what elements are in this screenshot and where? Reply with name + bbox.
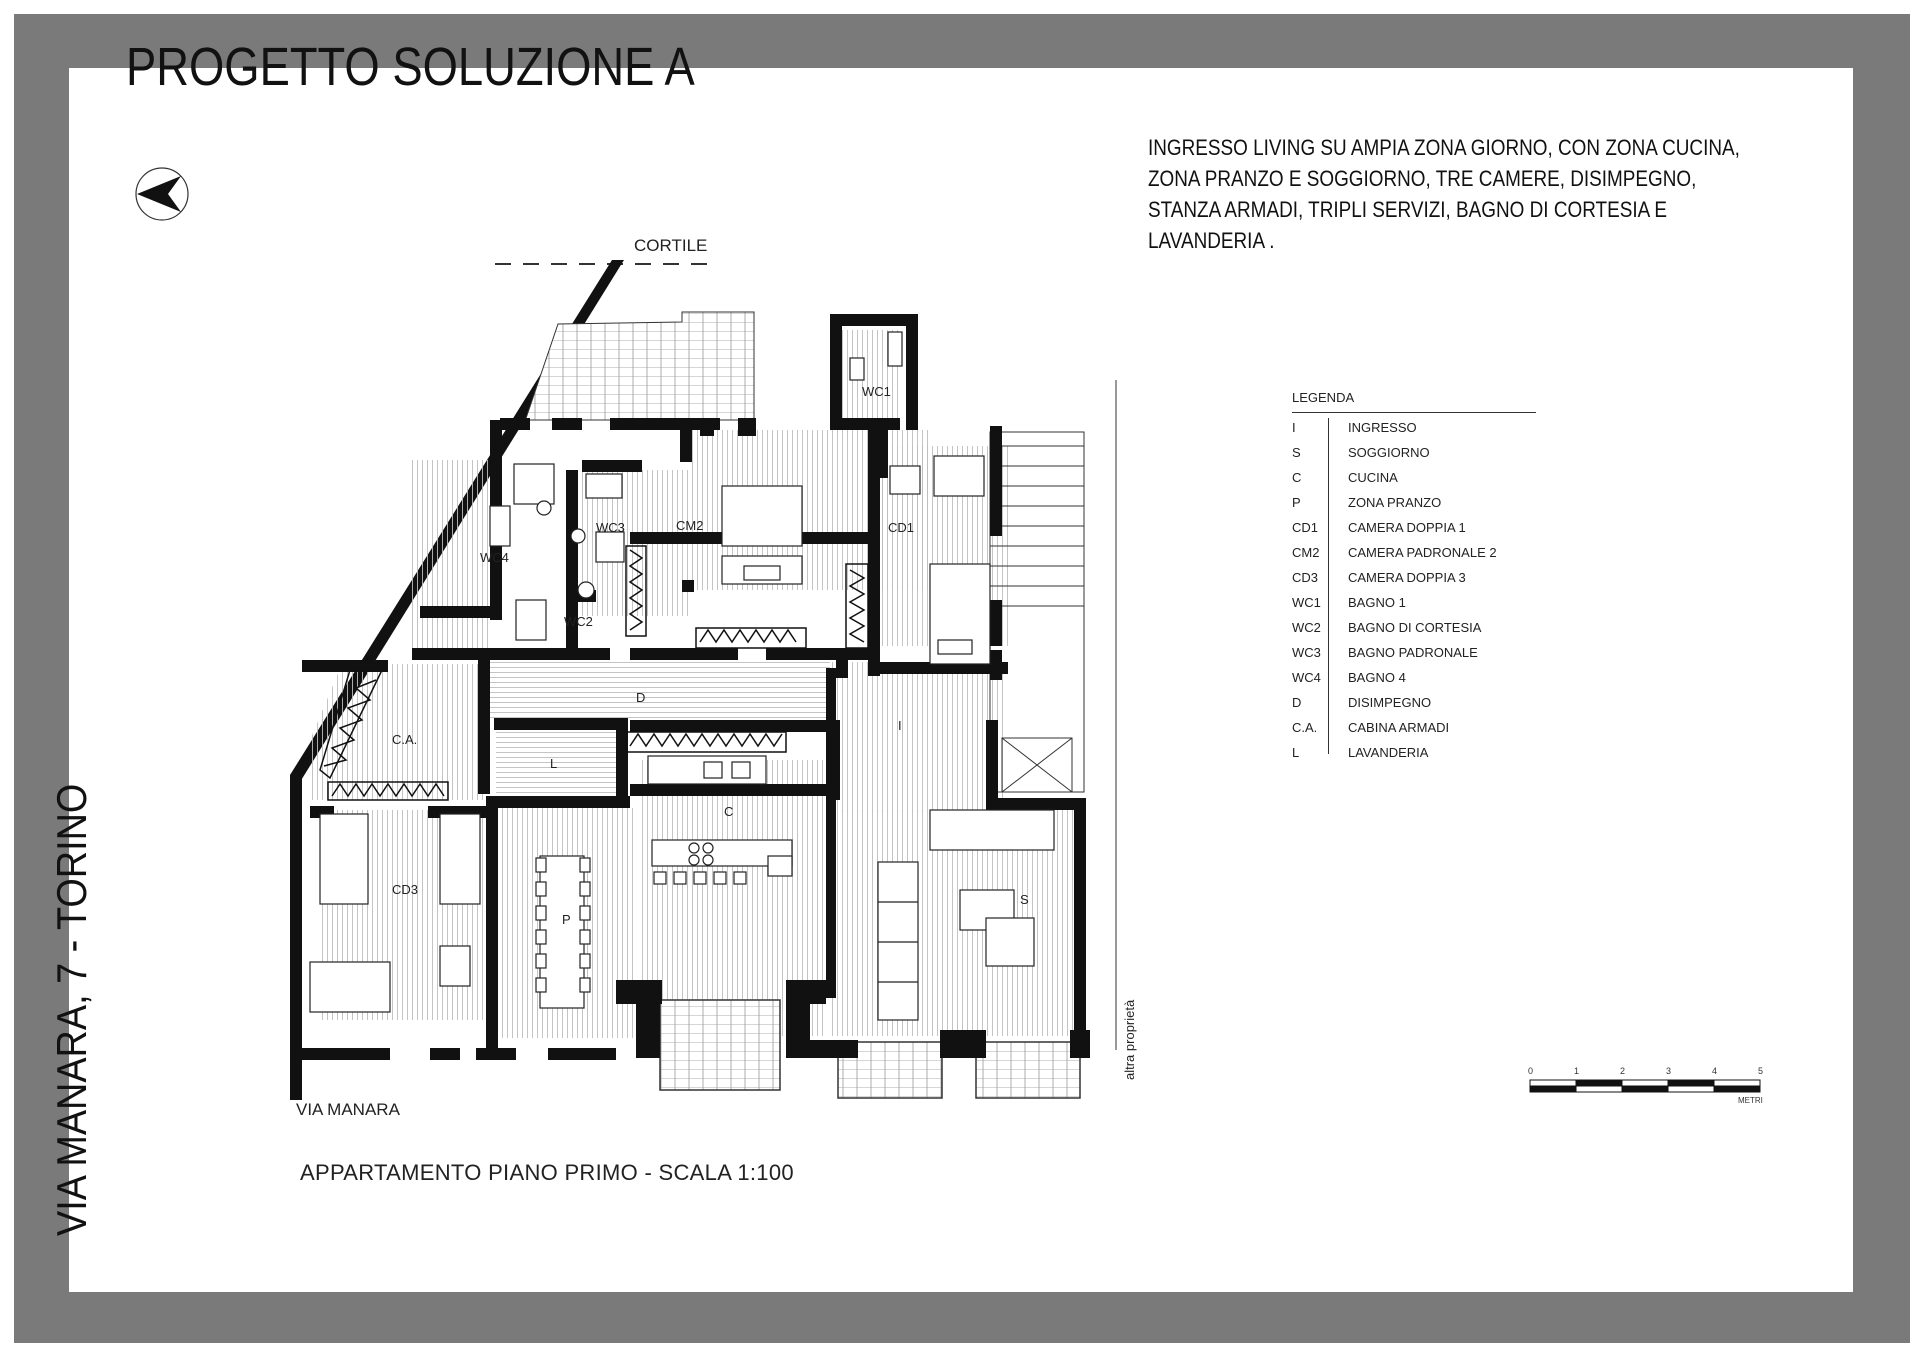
scale-tick-label: 3 [1666, 1066, 1672, 1076]
ingresso-floor [830, 662, 1006, 812]
courtyard-label: CORTILE [634, 236, 708, 255]
description-line: INGRESSO LIVING SU AMPIA ZONA GIORNO, CON ZONA CUCINA, [1148, 135, 1740, 160]
legend-title: LEGENDA [1292, 390, 1355, 405]
scale-tick-label: 2 [1620, 1066, 1626, 1076]
room-label-p: P [562, 912, 571, 927]
room-label-s: S [1020, 892, 1029, 907]
legend-name: BAGNO 4 [1348, 670, 1406, 685]
legend-code: CD1 [1292, 520, 1319, 535]
side-address: VIA MANARA, 7 - TORINO [48, 783, 95, 1236]
frame-bottom [14, 1292, 1910, 1343]
legend-code: WC4 [1292, 670, 1321, 685]
room-label-wc1: WC1 [862, 384, 891, 399]
legend-code: L [1292, 745, 1300, 760]
neighbor-label: altra proprietà [1122, 999, 1137, 1080]
floor-plan [290, 250, 1137, 1110]
disimpegno-floor [490, 662, 830, 722]
legend-name: CUCINA [1348, 470, 1398, 485]
scale-tick-label: 1 [1574, 1066, 1580, 1076]
legend-code: CD3 [1292, 570, 1319, 585]
description-line: STANZA ARMADI, TRIPLI SERVIZI, BAGNO DI CORTESIA E [1148, 197, 1668, 222]
scale-tick-label: 0 [1528, 1066, 1534, 1076]
scale-bar [1528, 1060, 1768, 1106]
legend-name: SOGGIORNO [1348, 445, 1430, 460]
legend-code: WC1 [1292, 595, 1321, 610]
frame-right [1853, 14, 1910, 1343]
legend-name: CABINA ARMADI [1348, 720, 1450, 735]
legend-code: WC2 [1292, 620, 1321, 635]
legend-name: LAVANDERIA [1348, 745, 1429, 760]
legend-column-divider [1328, 418, 1329, 754]
scale-bar-segments [1530, 1080, 1760, 1092]
room-label-wc2: WC2 [564, 614, 593, 629]
legend-name: CAMERA DOPPIA 3 [1348, 570, 1466, 585]
legend-code: C [1292, 470, 1302, 485]
legend-name: INGRESSO [1348, 420, 1417, 435]
room-label-wc4: WC4 [480, 550, 509, 565]
legend-code: C.A. [1292, 720, 1318, 735]
legend-name: DISIMPEGNO [1348, 695, 1432, 710]
legend-divider [1292, 412, 1536, 413]
legend-code: S [1292, 445, 1301, 460]
room-label-c: C [724, 804, 734, 819]
south-balcony-3 [976, 1042, 1080, 1098]
legend-code: CM2 [1292, 545, 1320, 560]
description-line: LAVANDERIA . [1148, 228, 1275, 253]
room-label-wc3: WC3 [596, 520, 625, 535]
legend-code: WC3 [1292, 645, 1321, 660]
scale-tick-label: 5 [1758, 1066, 1764, 1076]
legend-name: ZONA PRANZO [1348, 495, 1442, 510]
legend-name: CAMERA PADRONALE 2 [1348, 545, 1497, 560]
room-label-l: L [550, 756, 558, 771]
street-label: VIA MANARA [296, 1100, 400, 1119]
room-label-d: D [636, 690, 646, 705]
room-label-ca: C.A. [392, 732, 418, 747]
north-terrace [522, 312, 754, 430]
north-arrow-icon [134, 166, 190, 222]
legend-code: I [1292, 420, 1296, 435]
scale-unit: METRI [1738, 1096, 1763, 1105]
legend-code: P [1292, 495, 1301, 510]
legend-name: BAGNO PADRONALE [1348, 645, 1478, 660]
south-balcony-1 [660, 1000, 780, 1090]
description-line: ZONA PRANZO E SOGGIORNO, TRE CAMERE, DISIMPEGNO, [1148, 166, 1697, 191]
room-label-i: I [898, 718, 902, 733]
legend-code: D [1292, 695, 1302, 710]
legend-name: BAGNO DI CORTESIA [1348, 620, 1482, 635]
legend-name: BAGNO 1 [1348, 595, 1406, 610]
sheet-title: PROGETTO SOLUZIONE A [126, 37, 695, 97]
plan-caption: APPARTAMENTO PIANO PRIMO - SCALA 1:100 [300, 1160, 794, 1185]
room-label-cm2: CM2 [676, 518, 704, 533]
room-label-cd3: CD3 [392, 882, 419, 897]
scale-tick-label: 4 [1712, 1066, 1718, 1076]
project-description [1148, 132, 1740, 256]
room-label-cd1: CD1 [888, 520, 915, 535]
legend-name: CAMERA DOPPIA 1 [1348, 520, 1466, 535]
